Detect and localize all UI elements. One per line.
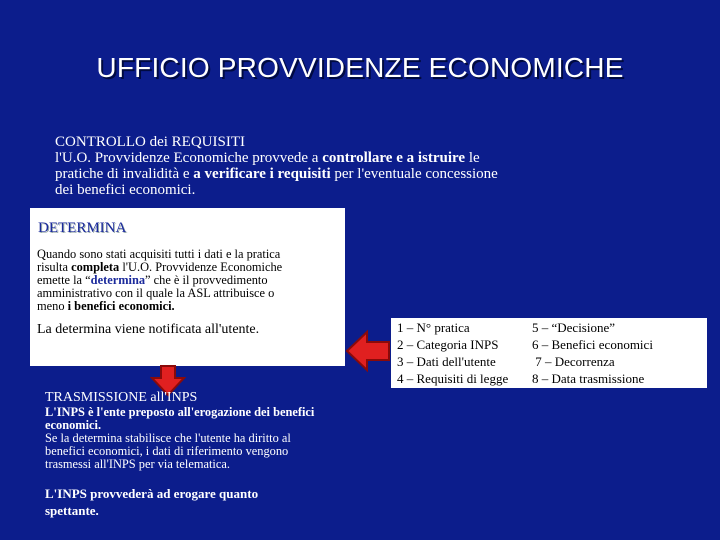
controllo-text: le	[465, 150, 480, 166]
controllo-keyword: a verificare i requisiti	[193, 166, 331, 182]
legend-item: 4 – Requisiti di legge	[397, 371, 509, 386]
legend-item: 7 – Decorrenza	[532, 354, 615, 369]
legend-item: 3 – Dati dell'utente	[397, 354, 496, 369]
determina-text: amministrativo con il quale la ASL attribuisce o	[37, 286, 275, 300]
determina-keyword: completa	[71, 260, 120, 274]
controllo-heading: CONTROLLO dei REQUISITI	[55, 134, 245, 150]
determina-text: l'U.O. Provvidenze Economiche	[119, 260, 283, 274]
trasmissione-note-line: spettante.	[45, 503, 99, 518]
trasmissione-text: benefici economici, i dati di riferimento vengono	[45, 444, 289, 458]
trasmissione-text: economici.	[45, 418, 102, 432]
determina-text: meno	[37, 299, 68, 313]
determina-notifica: La determina viene notificata all'utente.	[37, 322, 260, 337]
determina-keyword: determina	[90, 273, 146, 287]
trasmissione-text: trasmessi all'INPS per via telematica.	[45, 457, 230, 471]
trasmissione-section	[45, 390, 375, 519]
controllo-text: l'U.O. Provvidenze Economiche provvede a	[55, 150, 323, 166]
legend-item: 1 – N° pratica	[397, 320, 470, 335]
determina-keyword: i benefici economici.	[67, 299, 175, 313]
controllo-section	[55, 134, 615, 198]
trasmissione-note-line: L'INPS provvederà ad erogare quanto	[45, 486, 259, 501]
trasmissione-heading: TRASMISSIONE all'INPS	[45, 390, 198, 405]
legend-item: 2 – Categoria INPS	[397, 337, 499, 352]
trasmissione-text: Se la determina stabilisce che l'utente ha diritto al	[45, 431, 291, 445]
trasmissione-note	[45, 485, 375, 519]
controllo-body	[55, 150, 615, 198]
determina-heading: DETERMINA	[38, 220, 127, 236]
determina-body	[37, 248, 337, 313]
legend-box	[391, 318, 707, 388]
slide-title: UFFICIO PROVVIDENZE ECONOMICHE	[96, 52, 624, 83]
determina-text: emette la “	[37, 273, 91, 287]
determina-text: ” che è il provvedimento	[145, 273, 268, 287]
trasmissione-body	[45, 406, 375, 471]
determina-box	[30, 208, 345, 366]
determina-text: Quando sono stati acquisiti tutti i dati e la pratica	[37, 247, 281, 261]
trasmissione-text: L'INPS è l'ente preposto all'erogazione dei benefici	[45, 405, 315, 419]
arrow-left-icon	[345, 328, 391, 374]
controllo-text: dei benefici economici.	[55, 182, 196, 198]
legend-item: 5 – “Decisione”	[532, 320, 616, 335]
determina-text: risulta	[37, 260, 72, 274]
controllo-text: pratiche di invalidità e	[55, 166, 194, 182]
legend-item: 8 – Data trasmissione	[532, 371, 645, 386]
legend-item: 6 – Benefici economici	[532, 337, 653, 352]
controllo-text: per l'eventuale concessione	[330, 166, 498, 182]
controllo-keyword: controllare e a istruire	[322, 150, 466, 166]
